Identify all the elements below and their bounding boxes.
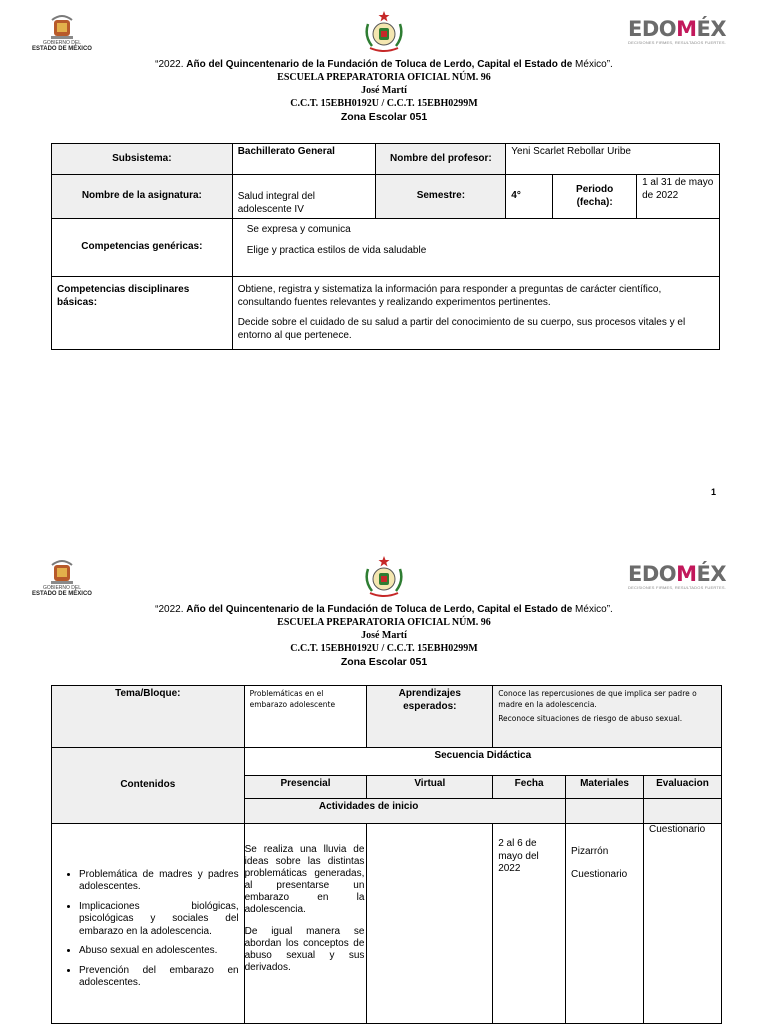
- contenidos-list-cell: [52, 824, 245, 1024]
- school-emblem-icon: [360, 10, 408, 54]
- coat-of-arms-icon: [47, 12, 77, 40]
- page-number: 1: [711, 487, 717, 497]
- disciplinares-item: Obtiene, registra y sistematiza la información para responder a preguntas de carácter científico, consultando fuentes relevantes y realizando experimentos pertinentes.: [237, 284, 662, 308]
- actividades-inicio: Actividades de inicio: [244, 799, 493, 824]
- empty-cell: [493, 799, 566, 824]
- gov-logo-line2: ESTADO DE MÉXICO: [32, 591, 92, 597]
- disciplinares-item: Decide sobre el cuidado de su salud a partir del conocimiento de su cuerpo, sus procesos vitales y el entorno al que pertenece.: [237, 317, 686, 341]
- aprendizajes-label: Aprendizajes esperados:: [367, 686, 493, 748]
- contenidos-label: Contenidos: [52, 748, 245, 824]
- gov-logo: [26, 12, 98, 53]
- list-item: • Implicaciones biológicas, psicológicas y sociales del embarazo en la adolescencia.: [79, 901, 239, 939]
- col-fecha: Fecha: [493, 776, 566, 799]
- profesor-label: Nombre del profesor:: [376, 144, 506, 175]
- genericas-item: Se expresa y comunica: [246, 224, 351, 235]
- empty-cell: [644, 799, 722, 824]
- school-title: ESCUELA PREPARATORIA OFICIAL NÚM. 96: [277, 617, 491, 628]
- school-title: ESCUELA PREPARATORIA OFICIAL NÚM. 96: [277, 72, 491, 83]
- list-item: • Prevención del embarazo en adolescentes.: [79, 965, 239, 990]
- asignatura-label: Nombre de la asignatura:: [52, 175, 233, 219]
- document-page-2: [0, 545, 768, 1024]
- cct-code: C.C.T. 15EBH0192U / C.C.T. 15EBH0299M: [290, 643, 478, 654]
- fecha-cell: 2 al 6 de mayo del 2022: [493, 824, 566, 1024]
- disciplinares-values: [232, 277, 719, 350]
- edomex-wordmark: EDOMÉX: [628, 17, 727, 41]
- material-item: Pizarrón: [571, 846, 609, 857]
- document-header: [0, 58, 768, 125]
- evaluacion-cell: Cuestionario: [644, 824, 722, 1024]
- cct-code: C.C.T. 15EBH0192U / C.C.T. 15EBH0299M: [290, 98, 478, 109]
- motto: “2022. Año del Quincentenario de la Fundación de Toluca de Lerdo, Capital el Estado de México”.: [155, 59, 613, 70]
- planning-table: [51, 685, 722, 1024]
- material-item: Cuestionario: [571, 868, 628, 880]
- contenidos-list: [57, 869, 239, 990]
- col-materiales: Materiales: [566, 776, 644, 799]
- gov-logo-line1: GOBIERNO DEL: [42, 40, 82, 46]
- aprendizajes-item: Reconoce situaciones de riesgo de abuso sexual.: [498, 714, 683, 723]
- secuencia-label: Secuencia Didáctica: [244, 748, 721, 776]
- subsistema-value: Bachillerato General: [232, 144, 376, 175]
- tema-value: Problemáticas en el embarazo adolescente: [244, 686, 367, 748]
- school-name: José Martí: [361, 85, 407, 96]
- edomex-tagline: DECISIONES FIRMES, RESULTADOS FUERTES.: [628, 585, 727, 590]
- genericas-item: Elige y practica estilos de vida saludable: [246, 244, 427, 256]
- aprendizajes-item: Conoce las repercusiones de que implica ser padre o madre en la adolescencia.: [498, 689, 697, 709]
- edomex-tagline: DECISIONES FIRMES, RESULTADOS FUERTES.: [628, 40, 727, 45]
- info-table: [51, 143, 720, 350]
- motto: “2022. Año del Quincentenario de la Fundación de Toluca de Lerdo, Capital el Estado de México”.: [155, 604, 613, 615]
- semestre-label: Semestre:: [376, 175, 506, 219]
- materiales-cell: [566, 824, 644, 1024]
- school-emblem: [360, 555, 408, 599]
- edomex-logo: [628, 563, 732, 590]
- genericas-values: [232, 219, 719, 277]
- aprendizajes-values: [493, 686, 722, 748]
- zone: Zona Escolar 051: [340, 656, 428, 668]
- gov-logo-line1: GOBIERNO DEL: [42, 585, 82, 591]
- profesor-value: Yeni Scarlet Rebollar Uribe: [506, 144, 720, 175]
- school-emblem: [360, 10, 408, 54]
- col-virtual: Virtual: [367, 776, 493, 799]
- gov-logo-line2: ESTADO DE MÉXICO: [32, 46, 92, 52]
- document-header: [0, 603, 768, 670]
- school-emblem-icon: [360, 555, 408, 599]
- empty-cell: [566, 799, 644, 824]
- periodo-value: 1 al 31 de mayo de 2022: [637, 175, 720, 219]
- zone: Zona Escolar 051: [340, 111, 428, 123]
- edomex-logo: [628, 18, 732, 45]
- edomex-wordmark: EDOMÉX: [628, 562, 727, 586]
- disciplinares-label: Competencias disciplinares básicas:: [52, 277, 233, 350]
- list-item: • Abuso sexual en adolescentes.: [79, 945, 239, 958]
- presencial-text: De igual manera se abordan los conceptos de abuso sexual y sus derivados.: [244, 926, 365, 973]
- col-evaluacion: Evaluacion: [644, 776, 722, 799]
- periodo-label: Periodo (fecha):: [553, 175, 637, 219]
- gov-logo: [26, 557, 98, 598]
- asignatura-value: Salud integral del adolescente IV: [232, 175, 376, 219]
- list-item: • Problemática de madres y padres adolescentes.: [79, 869, 239, 894]
- col-presencial: Presencial: [244, 776, 367, 799]
- presencial-text: Se realiza una lluvia de ideas sobre las distintas problemáticas generadas, al presentarse un embarazo en la adolescencia.: [244, 844, 365, 915]
- subsistema-label: Subsistema:: [52, 144, 233, 175]
- presencial-cell: [244, 824, 367, 1024]
- virtual-cell: [367, 824, 493, 1024]
- school-name: José Martí: [361, 630, 407, 641]
- coat-of-arms-icon: [47, 557, 77, 585]
- semestre-value: 4°: [506, 175, 553, 219]
- genericas-label: Competencias genéricas:: [52, 219, 233, 277]
- tema-label: Tema/Bloque:: [52, 686, 245, 748]
